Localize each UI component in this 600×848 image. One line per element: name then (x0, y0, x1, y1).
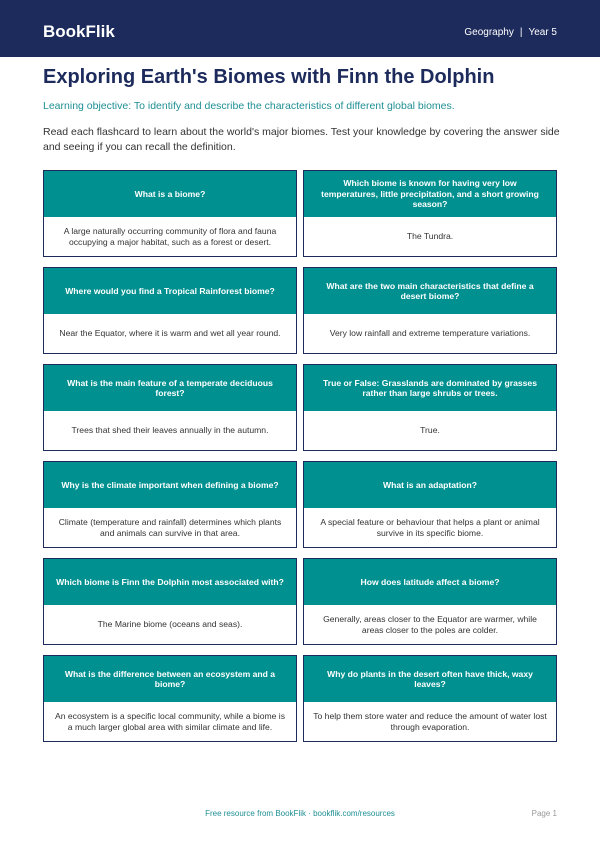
flashcard-answer: True. (304, 411, 556, 450)
flashcard (303, 364, 557, 451)
flashcard-grid (43, 170, 557, 742)
flashcard-question: What is a biome? (44, 171, 296, 217)
flashcard-question: Why do plants in the desert often have thick, waxy leaves? (304, 656, 556, 702)
flashcard (43, 558, 297, 645)
flashcard-answer: To help them store water and reduce the amount of water lost through evaporation. (304, 702, 556, 741)
flashcard (43, 267, 297, 354)
flashcard-answer: The Tundra. (304, 217, 556, 256)
flashcard-question: Which biome is Finn the Dolphin most associated with? (44, 559, 296, 605)
flashcard-answer: Trees that shed their leaves annually in the autumn. (44, 411, 296, 450)
flashcard-question: True or False: Grasslands are dominated by grasses rather than large shrubs or trees. (304, 365, 556, 411)
flashcard (303, 461, 557, 548)
page-number: Page 1 (531, 809, 557, 818)
flashcard-answer: Very low rainfall and extreme temperature variations. (304, 314, 556, 353)
footer-resource-link[interactable]: Free resource from BookFlik · bookflik.com/resources (205, 809, 395, 818)
flashcard-answer: Generally, areas closer to the Equator are warmer, while areas closer to the poles are colder. (304, 605, 556, 644)
flashcard-question: What is the difference between an ecosystem and a biome? (44, 656, 296, 702)
flashcard-answer: The Marine biome (oceans and seas). (44, 605, 296, 644)
header-meta (464, 27, 557, 39)
flashcard-answer: A large naturally occurring community of flora and fauna occupying a major habitat, such as a forest or desert. (44, 217, 296, 256)
flashcard-question: Where would you find a Tropical Rainforest biome? (44, 268, 296, 314)
flashcard (303, 170, 557, 257)
flashcard (303, 655, 557, 742)
flashcard (303, 267, 557, 354)
flashcard-answer: A special feature or behaviour that helps a plant or animal survive in its specific biome. (304, 508, 556, 547)
flashcard-answer: Near the Equator, where it is warm and wet all year round. (44, 314, 296, 353)
flashcard-question: What are the two main characteristics that define a desert biome? (304, 268, 556, 314)
flashcard-question: What is the main feature of a temperate deciduous forest? (44, 365, 296, 411)
flashcard (43, 170, 297, 257)
flashcard-question: How does latitude affect a biome? (304, 559, 556, 605)
intro-text: Read each flashcard to learn about the world's major biomes. Test your knowledge by covering the answer side and seeing if you can recall the definition. (43, 126, 560, 153)
flashcard-question: What is an adaptation? (304, 462, 556, 508)
flashcard-question: Why is the climate important when defining a biome? (44, 462, 296, 508)
page-title: Exploring Earth's Biomes with Finn the Dolphin (43, 66, 495, 88)
learning-objective: Learning objective: To identify and describe the characteristics of different global biomes. (43, 100, 455, 112)
flashcard (43, 655, 297, 742)
meta-separator: | (519, 27, 523, 38)
flashcard-question: Which biome is known for having very low temperatures, little precipitation, and a short growing season? (304, 171, 556, 217)
flashcard (43, 461, 297, 548)
flashcard (303, 558, 557, 645)
brand-logo[interactable]: BookFlik (43, 22, 115, 41)
page-header (0, 0, 600, 57)
subject-label: Geography (464, 27, 514, 38)
year-label: Year 5 (528, 27, 557, 38)
flashcard-answer: An ecosystem is a specific local community, while a biome is a much larger global area with similar climate and life. (44, 702, 296, 741)
flashcard-answer: Climate (temperature and rainfall) determines which plants and animals can survive in that area. (44, 508, 296, 547)
flashcard (43, 364, 297, 451)
